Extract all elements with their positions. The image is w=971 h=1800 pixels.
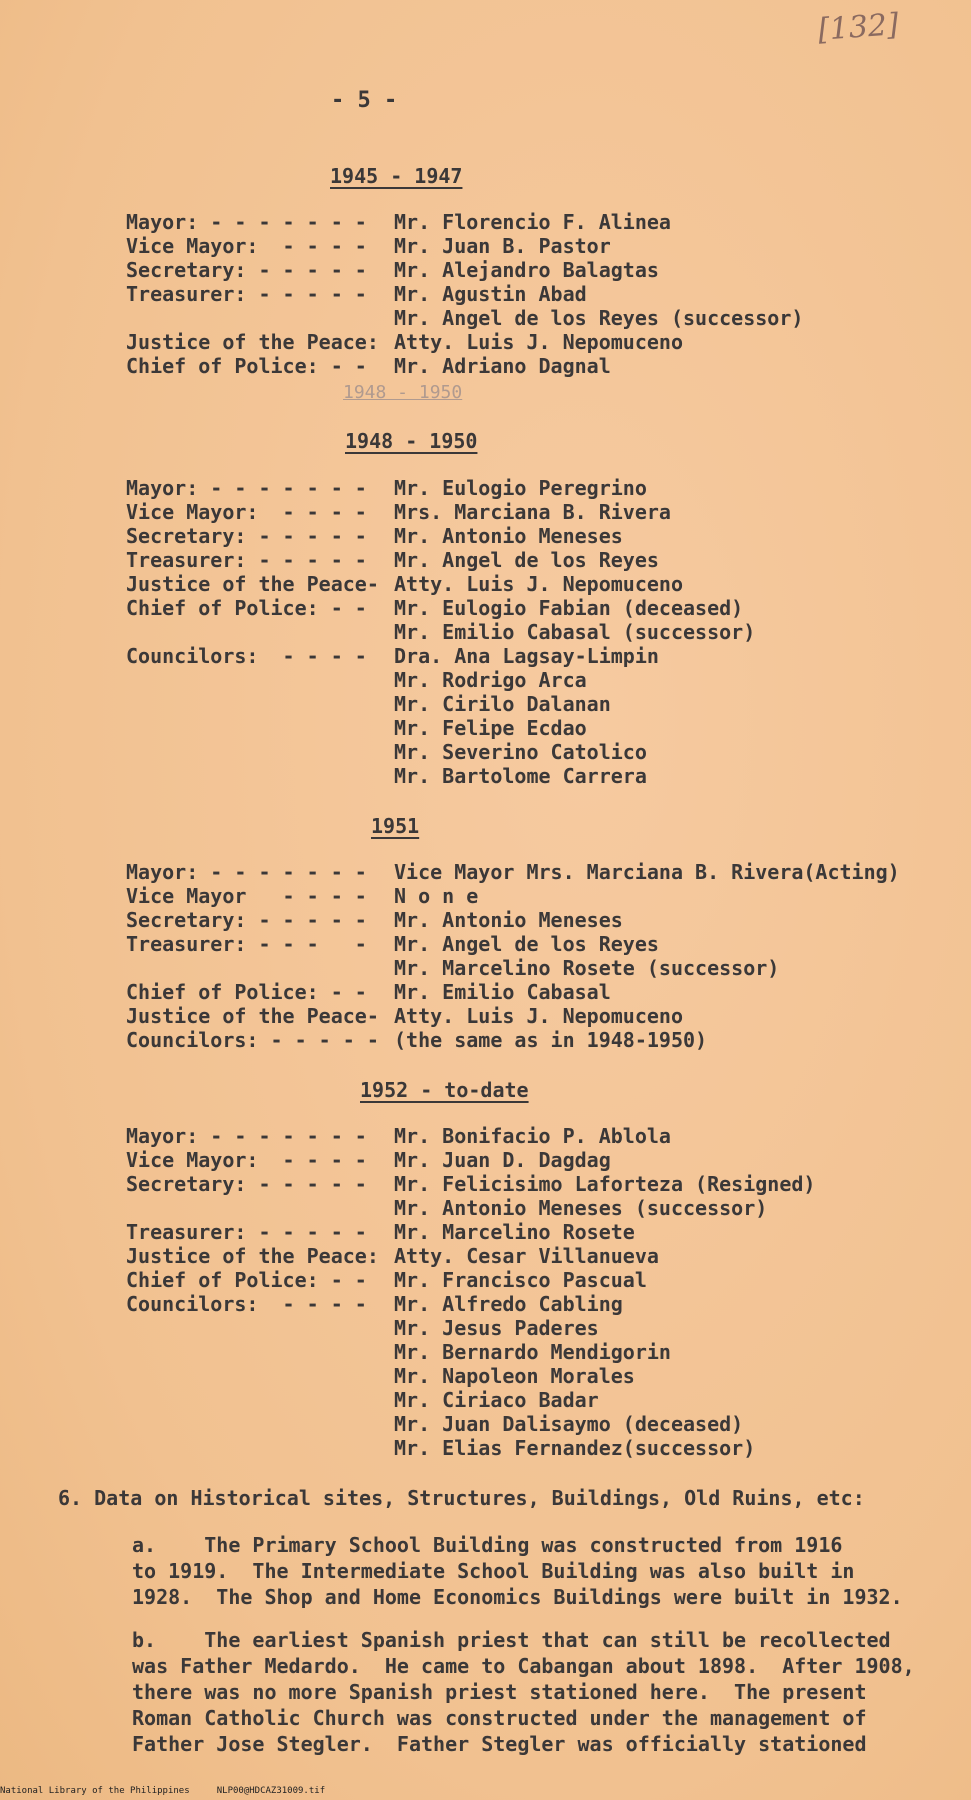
office-label: Treasurer: - - - - - <box>126 282 367 306</box>
official-name: Mr. Antonio Meneses (successor) <box>394 1196 768 1220</box>
paragraph-a-line: a. The Primary School Building was constructed from 1916 <box>132 1533 843 1557</box>
office-label: Councilors: - - - - <box>126 1292 367 1316</box>
faded-year-heading: 1948 - 1950 <box>343 382 463 403</box>
section-year-1952: 1952 - to-date <box>360 1078 529 1102</box>
official-name: Mr. Alejandro Balagtas <box>394 258 659 282</box>
paragraph-b <box>132 1627 932 1757</box>
official-name: Mrs. Marciana B. Rivera <box>394 500 671 524</box>
office-label: Treasurer: - - - - - <box>126 1220 367 1244</box>
paragraph-b-line: b. The earliest Spanish priest that can still be recollected <box>132 1628 891 1652</box>
official-name: Mr. Felicisimo Laforteza (Resigned) <box>394 1172 816 1196</box>
official-name: Mr. Ciriaco Badar <box>394 1388 599 1412</box>
office-label: Vice Mayor: - - - - <box>126 500 367 524</box>
official-name: Mr. Antonio Meneses <box>394 908 623 932</box>
official-name: (the same as in 1948-1950) <box>394 1028 708 1052</box>
scan-footer: National Library of the Philippines NLP00@HDCAZ31009.tif <box>0 1786 326 1796</box>
office-label: Chief of Police: - - <box>126 980 367 1004</box>
official-name: Mr. Adriano Dagnal <box>394 354 611 378</box>
paragraph-b-line: there was no more Spanish priest stationed here. The present <box>132 1680 867 1704</box>
office-label: Chief of Police: - - <box>126 1268 367 1292</box>
official-name: Mr. Angel de los Reyes (successor) <box>394 306 804 330</box>
official-name: Mr. Eulogio Fabian (deceased) <box>394 596 744 620</box>
official-name: Mr. Emilio Cabasal (successor) <box>394 620 756 644</box>
office-label: Justice of the Peace: <box>126 1244 379 1268</box>
office-label: Mayor: - - - - - - - <box>126 860 367 884</box>
official-name: Mr. Francisco Pascual <box>394 1268 647 1292</box>
paragraph-b-line: was Father Medardo. He came to Cabangan about 1898. After 1908, <box>132 1654 915 1678</box>
official-name: Mr. Juan Dalisaymo (deceased) <box>394 1412 744 1436</box>
official-name: Dra. Ana Lagsay-Limpin <box>394 644 659 668</box>
official-name: Mr. Florencio F. Alinea <box>394 210 671 234</box>
section-year-1948: 1948 - 1950 <box>345 429 478 453</box>
paragraph-a-line: to 1919. The Intermediate School Building was also built in <box>132 1559 855 1583</box>
official-name: Mr. Juan B. Pastor <box>394 234 611 258</box>
official-name: Mr. Agustin Abad <box>394 282 587 306</box>
office-label: Justice of the Peace: <box>126 330 379 354</box>
official-name: Atty. Luis J. Nepomuceno <box>394 1004 683 1028</box>
official-name: Mr. Marcelino Rosete <box>394 1220 635 1244</box>
official-name: Mr. Bartolome Carrera <box>394 764 647 788</box>
office-label: Secretary: - - - - - <box>126 908 367 932</box>
office-label: Treasurer: - - - - <box>126 932 367 956</box>
office-label: Secretary: - - - - - <box>126 524 367 548</box>
office-label: Mayor: - - - - - - - <box>126 210 367 234</box>
official-name: Mr. Elias Fernandez(successor) <box>394 1436 756 1460</box>
section-year-1945: 1945 - 1947 <box>330 164 463 188</box>
office-label: Justice of the Peace- <box>126 1004 379 1028</box>
official-name: Mr. Angel de los Reyes <box>394 548 659 572</box>
office-label: Vice Mayor: - - - - <box>126 1148 367 1172</box>
office-label: Vice Mayor - - - - <box>126 884 367 908</box>
official-name: Mr. Angel de los Reyes <box>394 932 659 956</box>
page-number: - 5 - <box>331 88 398 113</box>
office-label: Treasurer: - - - - - <box>126 548 367 572</box>
paragraph-a <box>132 1532 932 1610</box>
official-name: Mr. Rodrigo Arca <box>394 668 587 692</box>
official-name: Mr. Eulogio Peregrino <box>394 476 647 500</box>
archive-reference-mark: [132] <box>816 7 900 48</box>
official-name: N o n e <box>394 884 479 908</box>
official-name: Atty. Cesar Villanueva <box>394 1244 659 1268</box>
official-name: Mr. Severino Catolico <box>394 740 647 764</box>
office-label: Councilors: - - - - - <box>126 1028 379 1052</box>
official-name: Mr. Antonio Meneses <box>394 524 623 548</box>
office-label: Mayor: - - - - - - - <box>126 476 367 500</box>
official-name: Mr. Jesus Paderes <box>394 1316 599 1340</box>
item-6-heading: 6. Data on Historical sites, Structures, Buildings, Old Ruins, etc: <box>58 1486 865 1510</box>
official-name: Mr. Felipe Ecdao <box>394 716 587 740</box>
official-name: Mr. Alfredo Cabling <box>394 1292 623 1316</box>
official-name: Mr. Cirilo Dalanan <box>394 692 611 716</box>
paragraph-b-line: Father Jose Stegler. Father Stegler was officially stationed <box>132 1732 867 1756</box>
official-name: Mr. Emilio Cabasal <box>394 980 611 1004</box>
official-name: Mr. Bonifacio P. Ablola <box>394 1124 671 1148</box>
office-label: Secretary: - - - - - <box>126 1172 367 1196</box>
official-name: Mr. Napoleon Morales <box>394 1364 635 1388</box>
office-label: Vice Mayor: - - - - <box>126 234 367 258</box>
official-name: Vice Mayor Mrs. Marciana B. Rivera(Acting) <box>394 860 900 884</box>
office-label: Mayor: - - - - - - - <box>126 1124 367 1148</box>
paragraph-b-line: Roman Catholic Church was constructed under the management of <box>132 1706 867 1730</box>
official-name: Atty. Luis J. Nepomuceno <box>394 330 683 354</box>
paragraph-a-line: 1928. The Shop and Home Economics Buildings were built in 1932. <box>132 1585 903 1609</box>
official-name: Mr. Juan D. Dagdag <box>394 1148 611 1172</box>
office-label: Chief of Police: - - <box>126 354 367 378</box>
office-label: Secretary: - - - - - <box>126 258 367 282</box>
section-year-1951: 1951 <box>371 814 420 838</box>
office-label: Justice of the Peace- <box>126 572 379 596</box>
office-label: Councilors: - - - - <box>126 644 367 668</box>
official-name: Mr. Marcelino Rosete (successor) <box>394 956 780 980</box>
official-name: Atty. Luis J. Nepomuceno <box>394 572 683 596</box>
office-label: Chief of Police: - - <box>126 596 367 620</box>
official-name: Mr. Bernardo Mendigorin <box>394 1340 671 1364</box>
